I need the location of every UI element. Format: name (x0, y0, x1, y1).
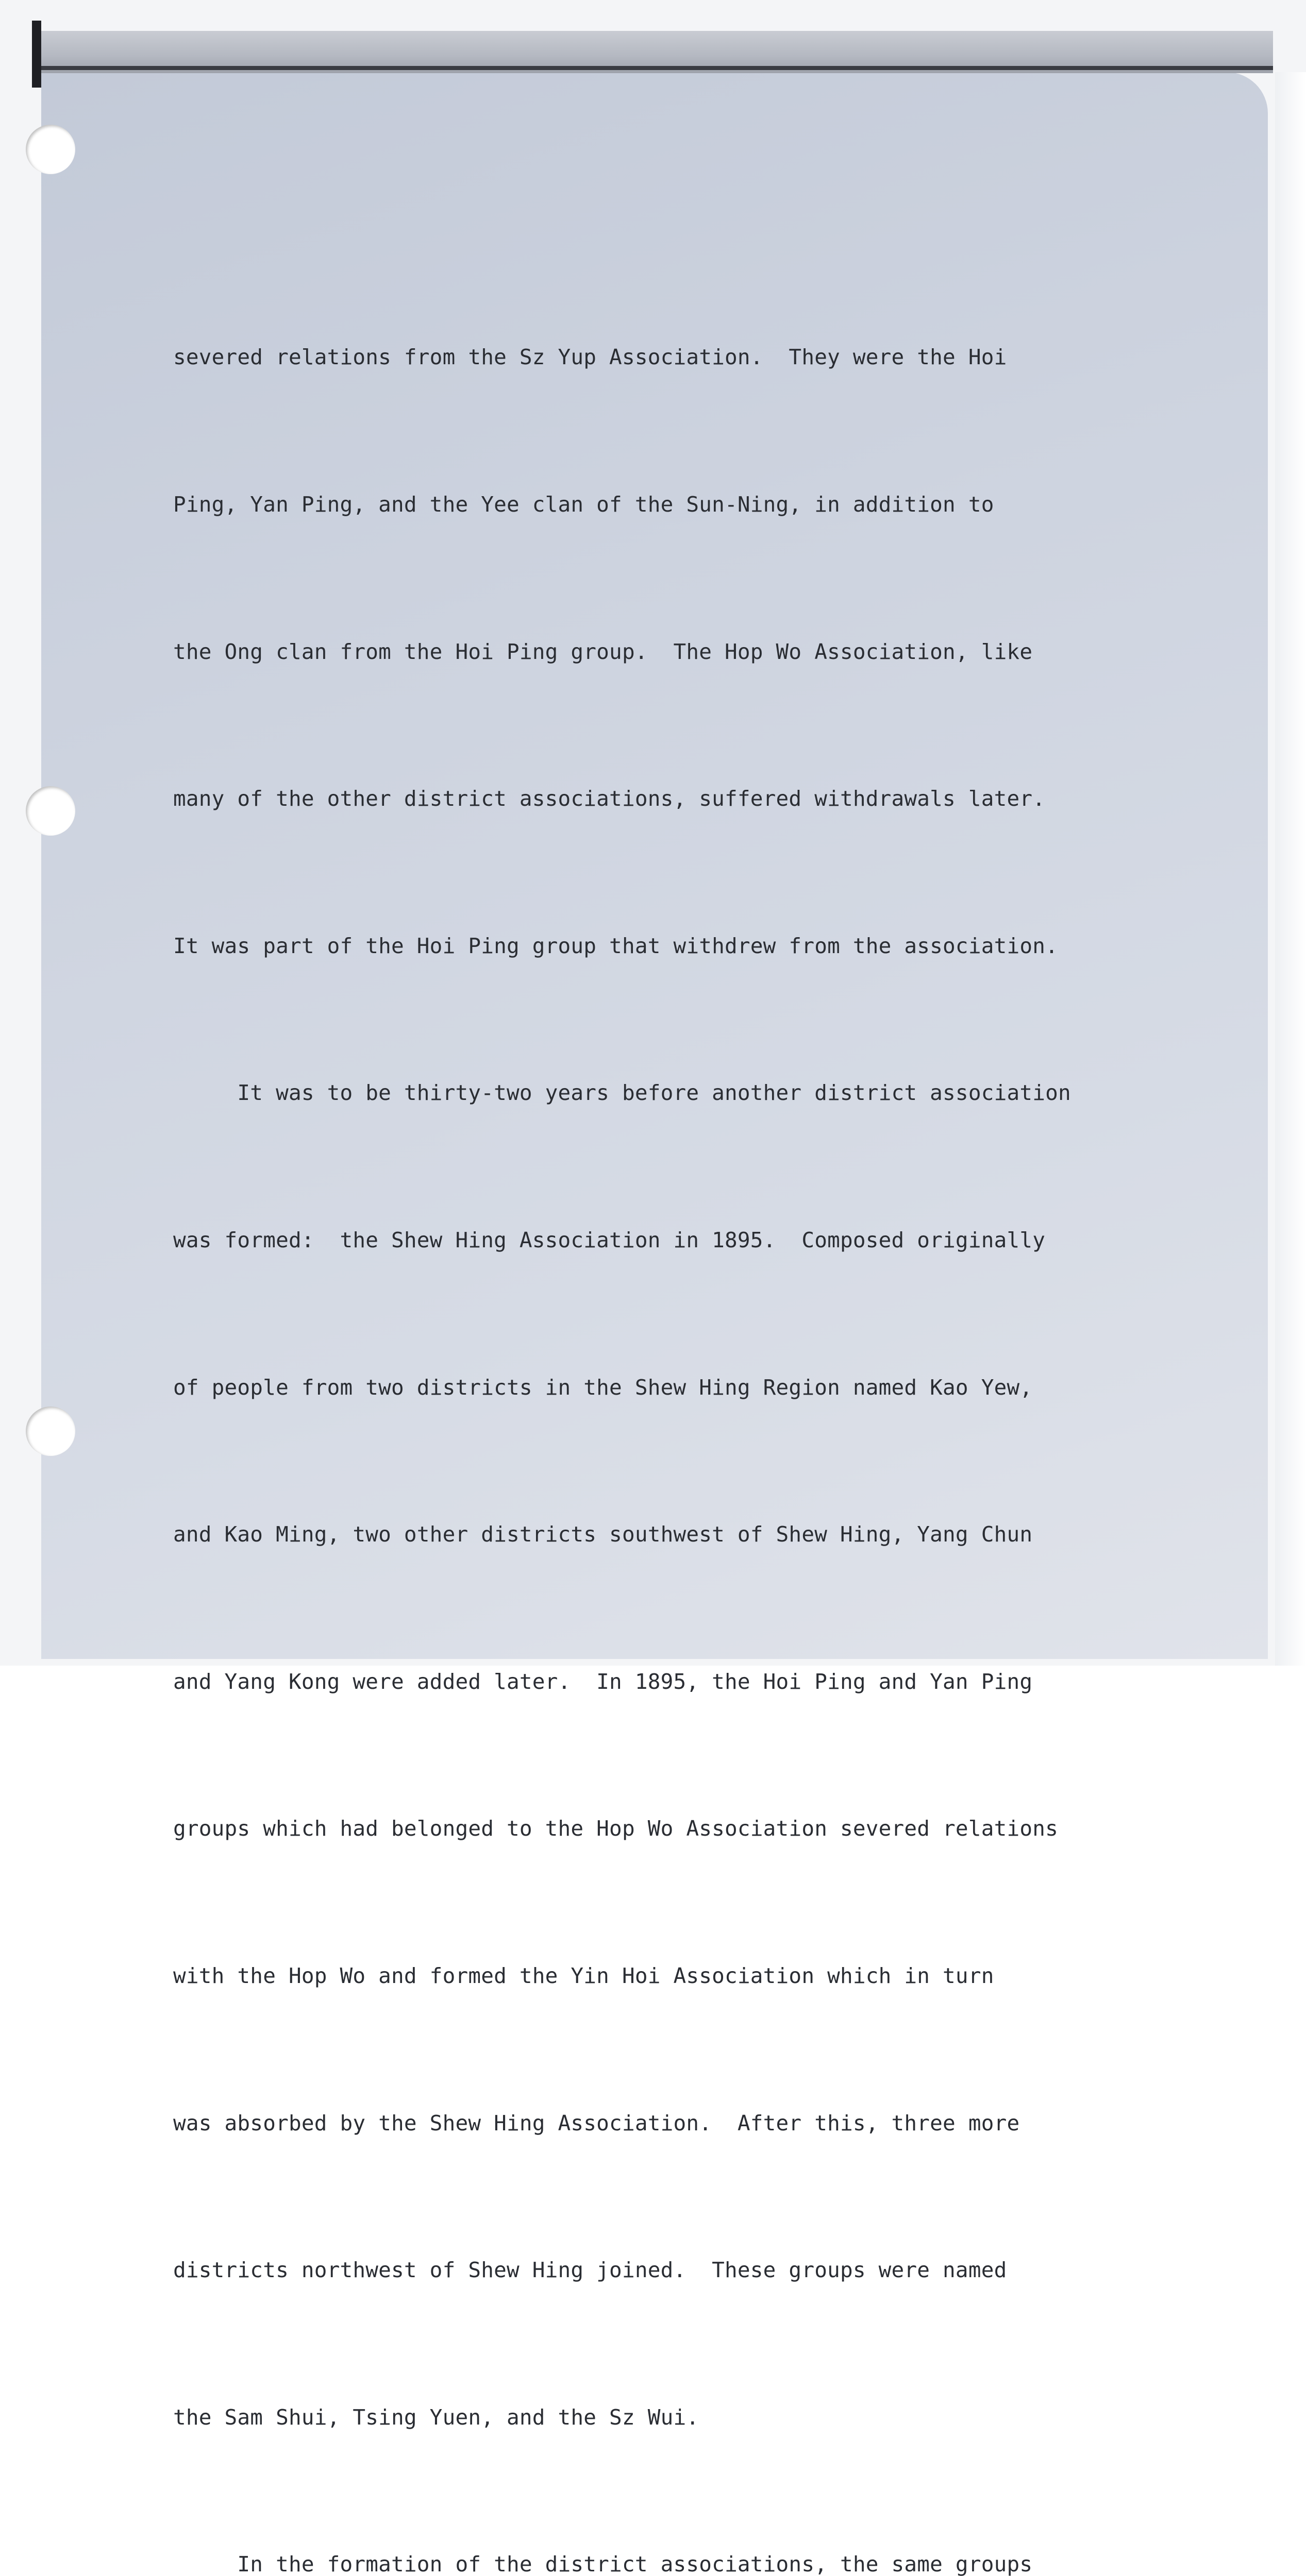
punch-hole-middle (26, 786, 75, 836)
text-line: was absorbed by the Shew Hing Association. After this, three more (173, 2110, 1020, 2136)
text-line: with the Hop Wo and formed the Yin Hoi Association which in turn (173, 1963, 994, 1988)
text-line: the Ong clan from the Hoi Ping group. The Hop Wo Association, like (173, 639, 1033, 664)
text-line: In the formation of the district associations, the same groups (173, 2552, 1033, 2576)
text-line: Ping, Yan Ping, and the Yee clan of the Sun-Ning, in addition to (173, 492, 994, 517)
text-line: severed relations from the Sz Yup Association. They were the Hoi (173, 345, 1007, 370)
punch-hole-bottom (26, 1406, 75, 1456)
punch-hole-top (26, 125, 75, 174)
typewritten-text (173, 235, 1235, 2576)
text-line: It was part of the Hoi Ping group that withdrew from the association. (173, 933, 1059, 958)
text-line: groups which had belonged to the Hop Wo Association severed relations (173, 1816, 1059, 1841)
text-line: was formed: the Shew Hing Association in 1895. Composed originally (173, 1227, 1046, 1252)
text-line: It was to be thirty-two years before another district association (173, 1080, 1071, 1106)
scan-right-margin (1275, 72, 1306, 1666)
scan-left-edge (32, 21, 41, 88)
text-line: of people from two districts in the Shew Hing Region named Kao Yew, (173, 1375, 1033, 1400)
scan-top-rule (36, 66, 1273, 70)
text-line: and Kao Ming, two other districts southwest of Shew Hing, Yang Chun (173, 1522, 1033, 1547)
text-line: districts northwest of Shew Hing joined. These groups were named (173, 2258, 1007, 2283)
text-line: and Yang Kong were added later. In 1895, the Hoi Ping and Yan Ping (173, 1669, 1033, 1694)
text-line: many of the other district associations, suffered withdrawals later. (173, 786, 1046, 811)
text-line: the Sam Shui, Tsing Yuen, and the Sz Wui. (173, 2404, 699, 2430)
